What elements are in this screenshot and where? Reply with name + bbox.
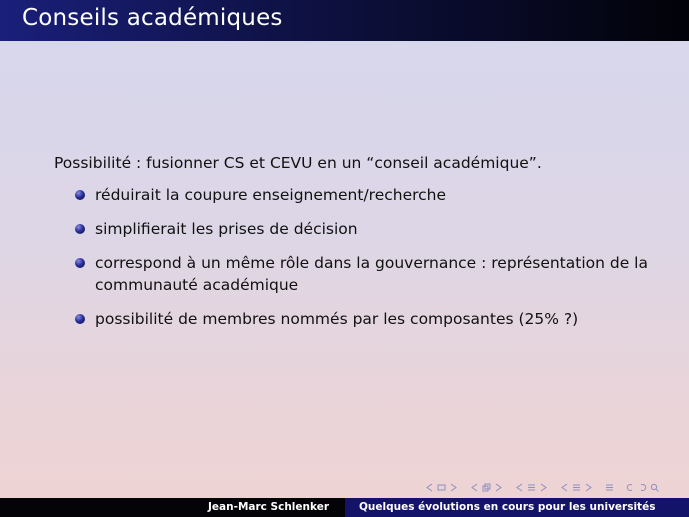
list-item (77, 252, 654, 296)
subsection-nav (470, 483, 503, 492)
list-item (77, 184, 654, 206)
search-icon[interactable] (650, 483, 659, 492)
section-icon[interactable] (527, 483, 536, 492)
bullet-text: possibilité de membres nommés par les composantes (25% ?) (95, 310, 579, 328)
bullet-text: correspond à un même rôle dans la gouvernance : représentation de la communauté académique (95, 254, 648, 294)
back-icon[interactable] (626, 483, 635, 492)
section-icon[interactable] (572, 483, 581, 492)
outline-nav (605, 483, 614, 492)
prev-section-icon[interactable] (515, 483, 524, 492)
prev-section-icon[interactable] (560, 483, 569, 492)
prev-subsection-icon[interactable] (470, 483, 479, 492)
list-item (77, 308, 654, 330)
frame-icon[interactable] (437, 483, 446, 492)
subsection-icon[interactable] (482, 483, 491, 492)
prev-frame-icon[interactable] (425, 483, 434, 492)
footer-author: Jean-Marc Schlenker (0, 498, 345, 517)
title-bar (0, 0, 689, 41)
bullet-icon (75, 258, 85, 268)
bullet-icon (75, 224, 85, 234)
search-nav (626, 483, 659, 492)
next-section-icon[interactable] (584, 483, 593, 492)
bullet-list (54, 184, 654, 330)
slide-content (54, 152, 654, 342)
outline-icon[interactable] (605, 483, 614, 492)
bullet-icon (75, 314, 85, 324)
bullet-text: réduirait la coupure enseignement/recherche (95, 186, 447, 204)
section-nav (515, 483, 548, 492)
intro-text: Possibilité : fusionner CS et CEVU en un “conseil académique”. (54, 154, 542, 172)
next-section-icon[interactable] (539, 483, 548, 492)
navigation-bar (425, 480, 659, 494)
footer (0, 498, 689, 517)
bullet-text: simplifierait les prises de décision (95, 220, 358, 238)
bullet-icon (75, 190, 85, 200)
forward-icon[interactable] (638, 483, 647, 492)
footer-talk-title: Quelques évolutions en cours pour les universités (345, 498, 689, 517)
frame-nav (425, 483, 458, 492)
list-item (77, 218, 654, 240)
next-frame-icon[interactable] (449, 483, 458, 492)
next-subsection-icon[interactable] (494, 483, 503, 492)
slide-title: Conseils académiques (22, 5, 283, 31)
section-nav-2 (560, 483, 593, 492)
